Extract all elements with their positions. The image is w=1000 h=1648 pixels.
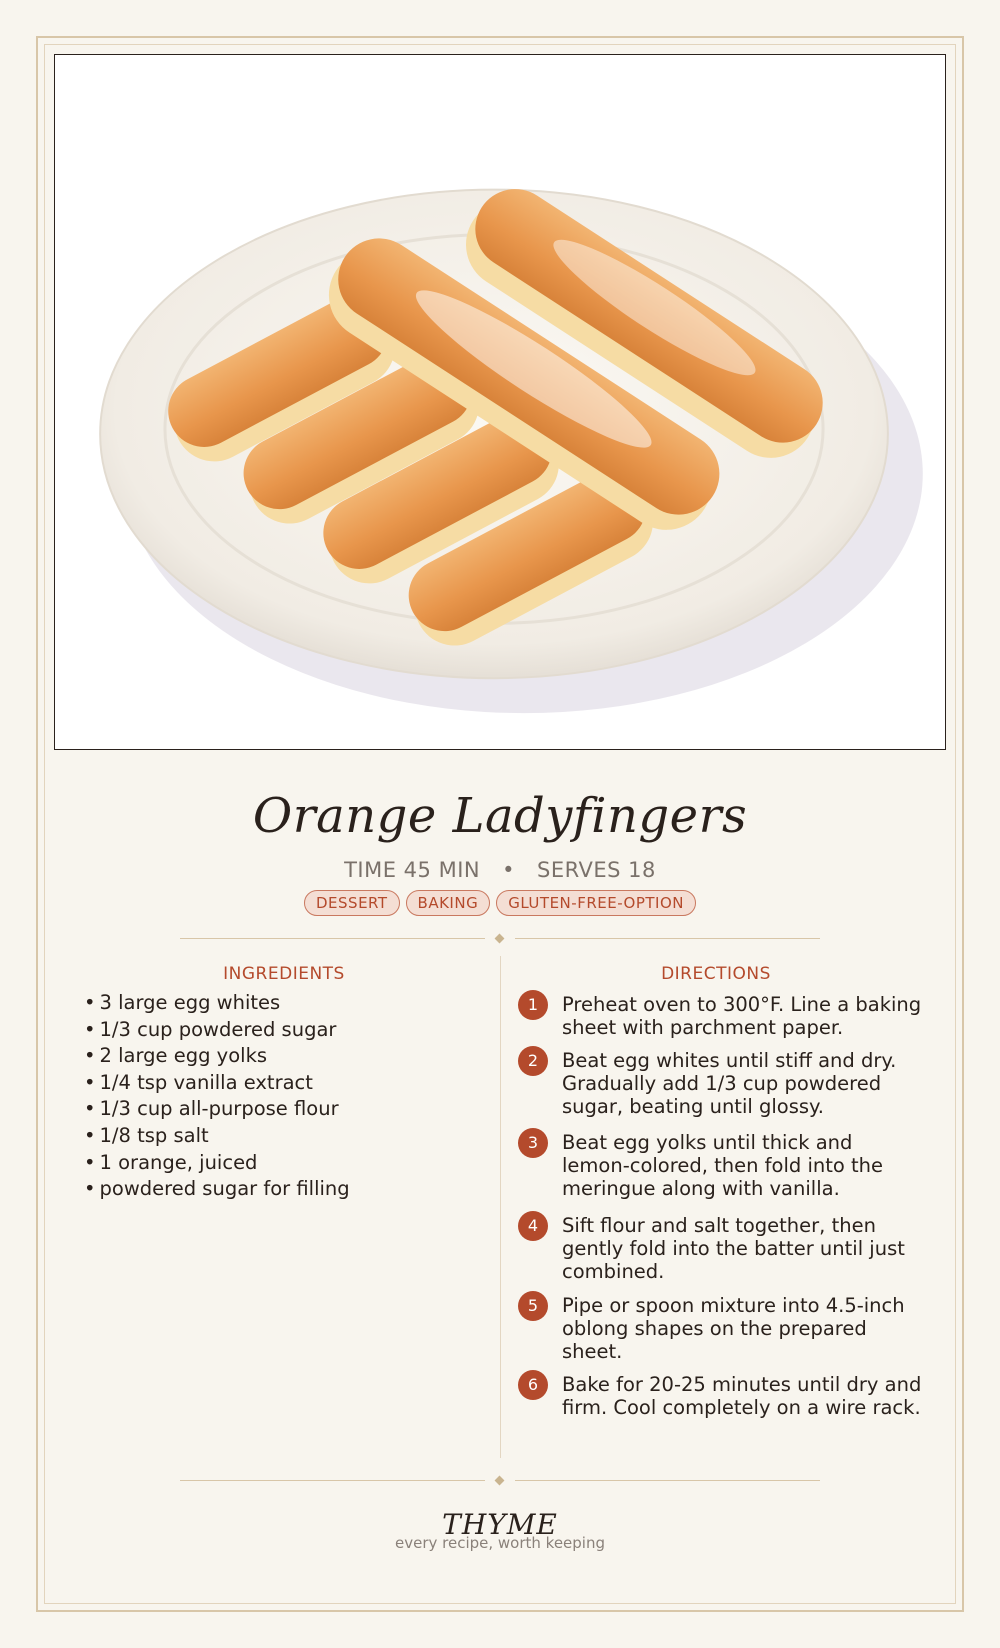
list-item: • 1/3 cup all-purpose flour <box>84 1097 339 1121</box>
list-item: • 2 large egg yolks <box>84 1044 268 1068</box>
step-text: Preheat oven to 300°F. Line a baking sheet with parchment paper. <box>562 993 922 1039</box>
step-number-badge: 6 <box>518 1370 548 1400</box>
ingredients-heading: INGREDIENTS <box>223 964 345 984</box>
ladyfingers-illustration <box>55 55 945 749</box>
step-number-badge: 3 <box>518 1128 548 1158</box>
column-divider <box>500 956 501 1458</box>
tag-dessert: DESSERT <box>304 890 400 916</box>
recipe-title: Orange Ladyfingers <box>252 788 748 844</box>
step-number-badge: 1 <box>518 990 548 1020</box>
step-text: Beat egg whites until stiff and dry. Gradually add 1/3 cup powdered sugar, beating until glossy. <box>562 1049 897 1118</box>
brand-name: THYME <box>442 1508 558 1541</box>
step-text: Sift flour and salt together, then gently fold into the batter until just combined. <box>562 1214 905 1283</box>
brand-tagline: every recipe, worth keeping <box>394 1534 605 1552</box>
list-item: • 3 large egg whites <box>84 991 281 1014</box>
recipe-meta <box>0 858 1000 882</box>
prep-time: TIME 45 MIN <box>344 858 481 882</box>
directions-heading: DIRECTIONS <box>661 964 771 984</box>
servings: SERVES 18 <box>537 858 656 882</box>
meta-separator: • <box>502 858 515 882</box>
step-text: Beat egg yolks until thick and lemon-colored, then fold into the meringue along with vanilla. <box>562 1131 883 1200</box>
recipe-photo <box>54 54 946 750</box>
tag-gluten-free-option: GLUTEN-FREE-OPTION <box>496 890 696 916</box>
tag-list <box>0 890 1000 916</box>
step-text: Pipe or spoon mixture into 4.5-inch oblong shapes on the prepared sheet. <box>562 1294 905 1363</box>
list-item: • 1/3 cup powdered sugar <box>84 1017 337 1041</box>
list-item: • 1/8 tsp salt <box>84 1123 209 1147</box>
list-item: • powdered sugar for filling <box>84 1177 350 1201</box>
list-item: • 1 orange, juiced <box>84 1150 258 1174</box>
step-number-badge: 2 <box>518 1046 548 1076</box>
list-item: • 1/4 tsp vanilla extract <box>84 1070 313 1094</box>
step-text: Bake for 20-25 minutes until dry and firm. Cool completely on a wire rack. <box>562 1373 922 1419</box>
tag-baking: BAKING <box>406 890 491 916</box>
step-number-badge: 5 <box>518 1291 548 1321</box>
step-number-badge: 4 <box>518 1211 548 1241</box>
ingredients-list <box>84 990 484 1203</box>
